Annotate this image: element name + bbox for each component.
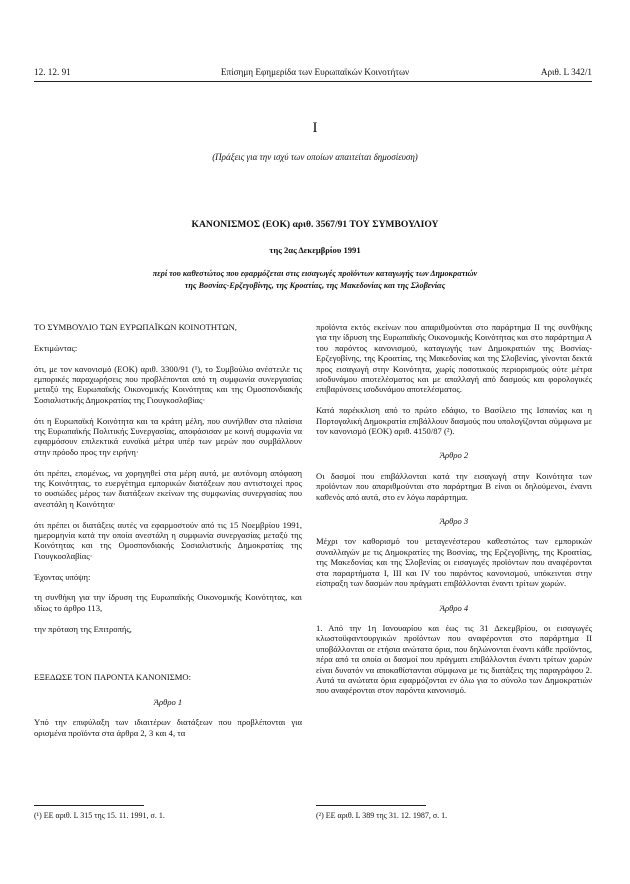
article-4-heading: Άρθρο 4 xyxy=(439,602,469,613)
recital-2: ότι η Ευρωπαϊκή Κοινότητα και τα κράτη μέλη, που συνήλθαν στα πλαίσια της Ευρωπαϊκής Πολιτικής Συνεργασίας, αποφάσισαν με κοινή συμφωνία να εφαρμόσουν επιλεκτικά ευνοϊκά μέτρα υπέρ των μερών που συμβάλλουν στην πρόοδο προς την ειρήνη· xyxy=(34,415,302,457)
left-column xyxy=(34,322,302,748)
header-rule xyxy=(34,81,592,82)
header-page-number: Αριθ. L 342/1 xyxy=(540,67,592,77)
article-1-derogation: Κατά παρέκκλιση από το πρώτο εδάφιο, το Βασίλειο της Ισπανίας και η Πορτογαλική Δημοκρατία επιβάλλουν δασμούς που υπολογίζονται σύμφωνα με τον κανονισμό (ΕΟΚ) αριθ. 4150/87 (²). xyxy=(316,405,592,437)
article-1-continued: προϊόντα εκτός εκείνων που απαριθμούνται στο παράρτημα ΙΙ της συνθήκης για την ίδρυση της Ευρωπαϊκής Οικονομικής Κοινότητας και στο παράρτημα Α του παρόντος κανονισμού, καταγωγής των Δημοκρατιών της Βοσνίας-Ερζεγοβίνης, της Κροατίας, της Μακεδονίας και της Σλοβενίας, γίνονται δεκτά προς εισαγωγή στην Κοινότητα, χωρίς ποσοτικούς περιορισμούς ούτε μέτρα ισοδυνάμου αποτελέσματος και με απαλλαγή από δασμούς και φορολογικές επιβαρύνσεις ισοδυνάμου αποτελέσματος. xyxy=(316,322,592,395)
regulation-date: της 2ας Δεκεμβρίου 1991 xyxy=(269,245,361,255)
left-footnote: (¹) ΕΕ αριθ. L 315 της 15. 11. 1991, σ. 1. xyxy=(34,811,165,820)
article-3-heading: Άρθρο 3 xyxy=(439,516,469,527)
right-footnote: (²) ΕΕ αριθ. L 389 της 31. 12. 1987, σ. 1. xyxy=(316,811,448,820)
article-2-heading: Άρθρο 2 xyxy=(439,450,469,461)
recital-4: ότι πρέπει οι διατάξεις αυτές να εφαρμοστούν από τις 15 Νοεμβρίου 1991, ημερομηνία κατά την οποία ανεστάλη η συμφωνία συνεργασίας μεταξύ της Κοινότητας και της Ομοσπονδιακής Σοσιαλιστικής Δημοκρατίας της Γιουγκοσλαβίας· xyxy=(34,519,302,561)
proposal-reference: την πρόταση της Επιτροπής, xyxy=(34,623,132,634)
section-numeral: I xyxy=(312,120,318,136)
article-1-text: Υπό την επιφύλαξη των ιδιαιτέρων διατάξεων που προβλέπονται για ορισμένα προϊόντα στα άρθρα 2, 3 και 4, τα xyxy=(34,717,302,738)
council-heading: ΤΟ ΣΥΜΒΟΥΛΙΟ ΤΩΝ ΕΥΡΩΠΑΪΚΩΝ ΚΟΙΝΟΤΗΤΩΝ, xyxy=(34,322,237,332)
left-footnote-rule xyxy=(34,805,144,806)
having-regard-heading: Έχοντας υπόψη: xyxy=(34,571,91,582)
recital-1: ότι, με τον κανονισμό (ΕΟΚ) αριθ. 3300/91 (¹), το Συμβούλιο ανέστειλε τις εμπορικές παραχωρήσεις που προβλέπονται από τη συμφωνία συνεργασίας μεταξύ της Ευρωπαϊκής Οικονομικής Κοινότητας και της Ομοσπονδιακής Σοσιαλιστικής Δημοκρατίας της Γιουγκοσλαβίας· xyxy=(34,363,302,405)
right-column xyxy=(316,322,592,706)
article-4-text: 1. Από την 1η Ιανουαρίου και έως τις 31 Δεκεμβρίου, οι εισαγωγές κλωστοϋφαντουργικών προϊόντων που αναφέρονται στο παράρτημα ΙΙ υποβάλλονται σε ετήσια ανώτατα όρια, που δηλώνονται έναντι κάθε προϊόντος, πέρα από τα οποία οι δασμοί που πράγματι επιβάλλονται έναντι τρίτων χωρών είναι δυνατόν να αποκαθίστανται σύμφωνα με τις διατάξεις της παραγράφου 2. Αυτά τα ανώτατα όρια εφαρμόζονται εν όλω για το σύνολο των Δημοκρατιών που αναφέρονται στον παρόντα κανονισμό. xyxy=(316,622,592,696)
right-footnote-rule xyxy=(316,805,426,806)
recitals-intro: Εκτιμώντας: xyxy=(34,342,78,353)
recital-3: ότι πρέπει, επομένως, να χορηγηθεί στα μέρη αυτά, με αυτόνομη απόφαση της Κοινότητας, το ευεργέτημα εμπορικών διατάξεων που αντιστοιχεί προς το ουσιώδες μέρος των διατάξεων εκείνων της συμφωνίας συνεργασίας που ανεστάλη η Κοινότητα· xyxy=(34,467,302,509)
header-journal-title: Επίσημη Εφημερίδα των Ευρωπαϊκών Κοινοτήτων xyxy=(220,67,410,77)
adoption-statement: ΕΞΕΔΩΣΕ ΤΟΝ ΠΑΡΟΝΤΑ ΚΑΝΟΝΙΣΜΟ: xyxy=(34,672,192,683)
article-1-heading: Άρθρο 1 xyxy=(153,696,183,707)
regulation-subject-line-1: περί του καθεστώτος που εφαρμόζεται στις εισαγωγές προϊόντων καταγωγής των Δημοκρατιών xyxy=(152,269,478,278)
regulation-title: ΚΑΝΟΝΙΣΜΟΣ (ΕΟΚ) αριθ. 3567/91 ΤΟΥ ΣΥΜΒΟΥΛΙΟΥ xyxy=(191,219,439,230)
regulation-subject-line-2: της Βοσνίας-Ερζεγοβίνης, της Κροατίας, της Μακεδονίας και της Σλοβενίας xyxy=(184,281,446,290)
section-subtitle: (Πράξεις για την ισχύ των οποίων απαιτείται δημοσίευση) xyxy=(212,152,418,162)
article-2-text: Οι δασμοί που επιβάλλονται κατά την εισαγωγή στην Κοινότητα των προϊόντων που απαριθμούνται στο παράρτημα Β είναι οι δηλούμενοι, έναντι καθενός από αυτά, στο εν λόγω παράρτημα. xyxy=(316,470,592,502)
header-date: 12. 12. 91 xyxy=(34,67,71,77)
treaty-reference: τη συνθήκη για την ίδρυση της Ευρωπαϊκής Οικονομικής Κοινότητας, και ιδίως το άρθρο 113, xyxy=(34,592,302,613)
article-3-text: Μέχρι τον καθορισμό του μεταγενέστερου καθεστώτος των εμπορικών συναλλαγών με τις Δημοκρατίες της Βοσνίας, της Ερζεγοβίνης, της Κροατίας, της Μακεδονίας και της Σλοβενίας οι εισαγωγές προϊόντων που αναφέρονται στα παραρτήματα Ι, ΙΙΙ και IV του παρόντος κανονισμού, υπόκεινται στην είσπραξη των δασμών που πράγματι επιβάλλονται έναντι τρίτων χωρών. xyxy=(316,536,592,589)
